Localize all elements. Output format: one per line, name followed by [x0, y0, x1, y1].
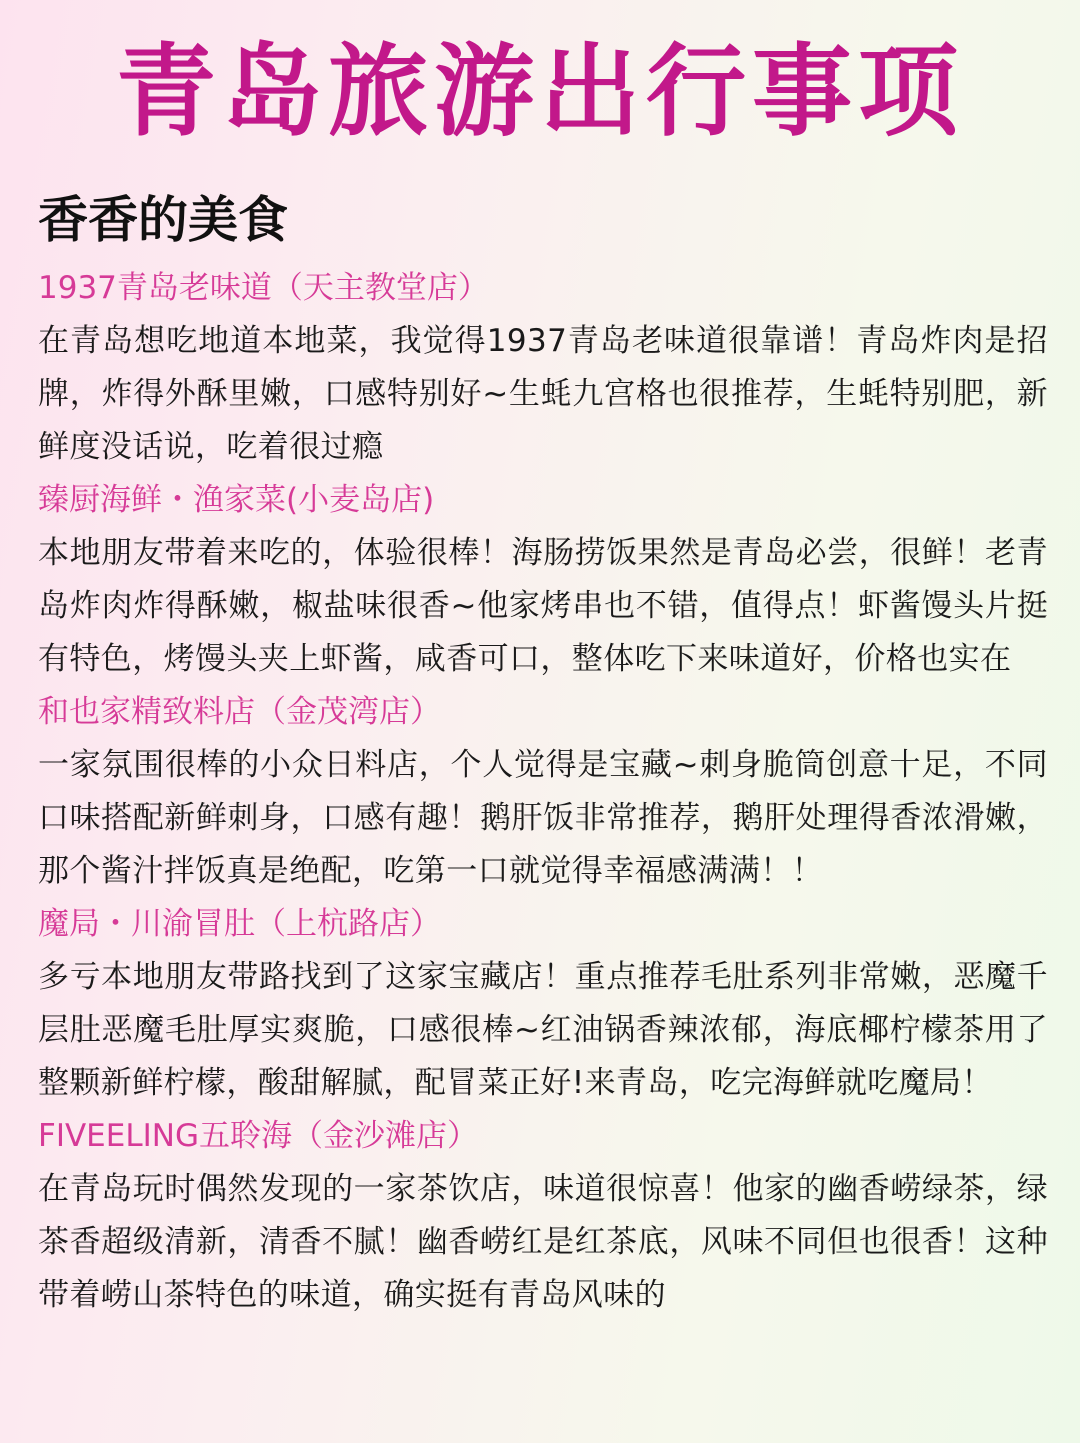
restaurant-description: 在青岛玩时偶然发现的一家茶饮店，味道很惊喜！他家的幽香崂绿茶，绿茶香超级清新，清香不腻！幽香崂红是红茶底，风味不同但也很香！这种带着崂山茶特色的味道，确实挺有青岛风味的: [38, 1171, 1048, 1313]
section-heading-food: 香香的美食: [38, 191, 288, 249]
restaurant-item: [38, 898, 1048, 1110]
restaurant-item: [38, 686, 1048, 898]
page-title: 青岛旅游出行事项: [116, 33, 964, 150]
restaurant-name: 臻厨海鲜・渔家菜(小麦岛店): [38, 482, 435, 518]
restaurant-item: [38, 262, 1048, 474]
restaurant-name: 和也家精致料店（金茂湾店）: [38, 694, 441, 730]
restaurant-item: [38, 1110, 1048, 1322]
restaurant-description: 一家氛围很棒的小众日料店，个人觉得是宝藏~刺身脆筒创意十足，不同口味搭配新鲜刺身，口感有趣！鹅肝饭非常推荐，鹅肝处理得香浓滑嫩，那个酱汁拌饭真是绝配，吃第一口就觉得幸福感满满！！: [38, 747, 1048, 889]
restaurant-name: FIVEELING五聆海（金沙滩店）: [38, 1118, 478, 1154]
restaurant-description: 本地朋友带着来吃的，体验很棒！海肠捞饭果然是青岛必尝，很鲜！老青岛炸肉炸得酥嫩，椒盐味很香~他家烤串也不错，值得点！虾酱馒头片挺有特色，烤馒头夹上虾酱，咸香可口，整体吃下来味道好，价格也实在: [38, 535, 1048, 677]
restaurant-description: 在青岛想吃地道本地菜，我觉得1937青岛老味道很靠谱！青岛炸肉是招牌，炸得外酥里嫩，口感特别好~生蚝九宫格也很推荐，生蚝特别肥，新鲜度没话说，吃着很过瘾: [38, 323, 1048, 465]
restaurant-item: [38, 474, 1048, 686]
restaurant-description: 多亏本地朋友带路找到了这家宝藏店！重点推荐毛肚系列非常嫩，恶魔千层肚恶魔毛肚厚实爽脆，口感很棒~红油锅香辣浓郁，海底椰柠檬茶用了整颗新鲜柠檬，酸甜解腻，配冒菜正好!来青岛，吃完海鲜就吃魔局！: [38, 959, 1048, 1101]
restaurant-list: [38, 262, 1048, 1322]
restaurant-name: 1937青岛老味道（天主教堂店）: [38, 270, 489, 306]
restaurant-name: 魔局・川渝冒肚（上杭路店）: [38, 906, 441, 942]
